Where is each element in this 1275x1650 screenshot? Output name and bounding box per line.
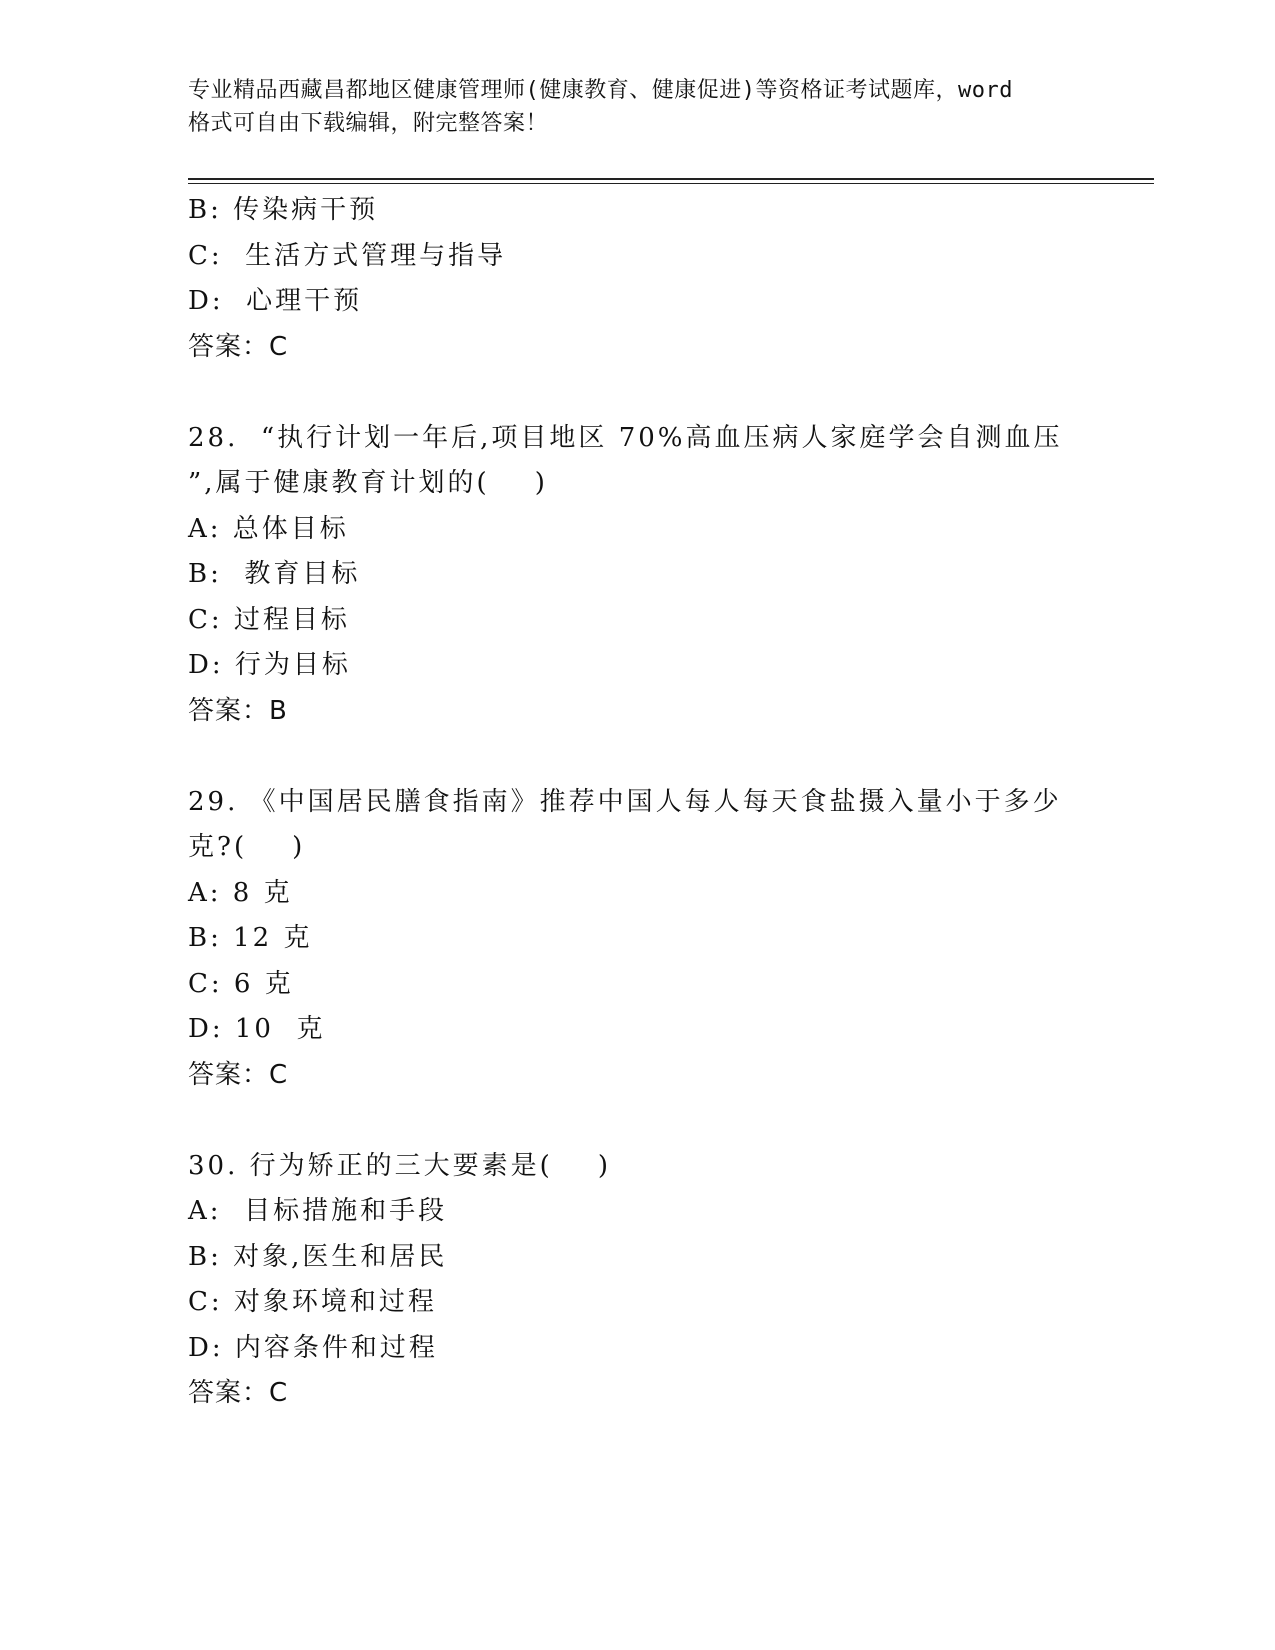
spacer: [188, 1098, 1088, 1144]
option-b: B: 12 克: [188, 923, 313, 953]
question-28: [188, 416, 1088, 735]
question-text-line: 30. 行为矫正的三大要素是( ): [188, 1150, 611, 1181]
answer-text: 答案：B: [188, 695, 288, 726]
question-30: [188, 1144, 1088, 1417]
option-b: B: 教育目标: [188, 559, 361, 589]
option-a: A: 8 克: [188, 877, 293, 908]
option-a: A: 目标措施和手段: [188, 1196, 448, 1226]
option-d: D: 10 克: [188, 1014, 326, 1044]
option-b: B: 传染病干预: [188, 195, 379, 225]
question-text-line: ”,属于健康教育计划的( ): [188, 468, 548, 498]
answer-text: 答案：C: [188, 331, 289, 362]
document-header: [188, 74, 1088, 140]
option-c: C: 对象环境和过程: [188, 1287, 437, 1317]
option-d: D: 心理干预: [188, 286, 363, 316]
spacer: [188, 734, 1088, 780]
header-line-1: 专业精品西藏昌都地区健康管理师(健康教育、健康促进)等资格证考试题库，word: [188, 78, 1013, 103]
question-text-line: 29. 《中国居民膳食指南》推荐中国人每人每天食盐摄入量小于多少: [188, 786, 1062, 817]
spacer: [188, 370, 1088, 416]
answer-text: 答案：C: [188, 1378, 289, 1408]
question-text-line: 克?( ): [188, 832, 306, 862]
option-d: D: 内容条件和过程: [188, 1332, 438, 1363]
header-divider-thin: [188, 183, 1154, 184]
question-29: [188, 780, 1088, 1099]
option-c: C: 6 克: [188, 968, 294, 999]
option-a: A: 总体目标: [188, 513, 349, 544]
option-b: B: 对象,医生和居民: [188, 1241, 448, 1272]
question-27-continued: [188, 188, 1088, 370]
question-list: [188, 188, 1088, 1417]
option-c: C: 过程目标: [188, 604, 350, 635]
header-line-2: 格式可自由下载编辑，附完整答案！: [188, 111, 549, 136]
option-d: D: 行为目标: [188, 650, 351, 680]
answer-text: 答案：C: [188, 1059, 289, 1090]
option-c: C: 生活方式管理与指导: [188, 240, 507, 271]
header-divider: [188, 178, 1154, 180]
question-text-line: 28. “执行计划一年后,项目地区 70%高血压病人家庭学会自测血压: [188, 422, 1063, 453]
